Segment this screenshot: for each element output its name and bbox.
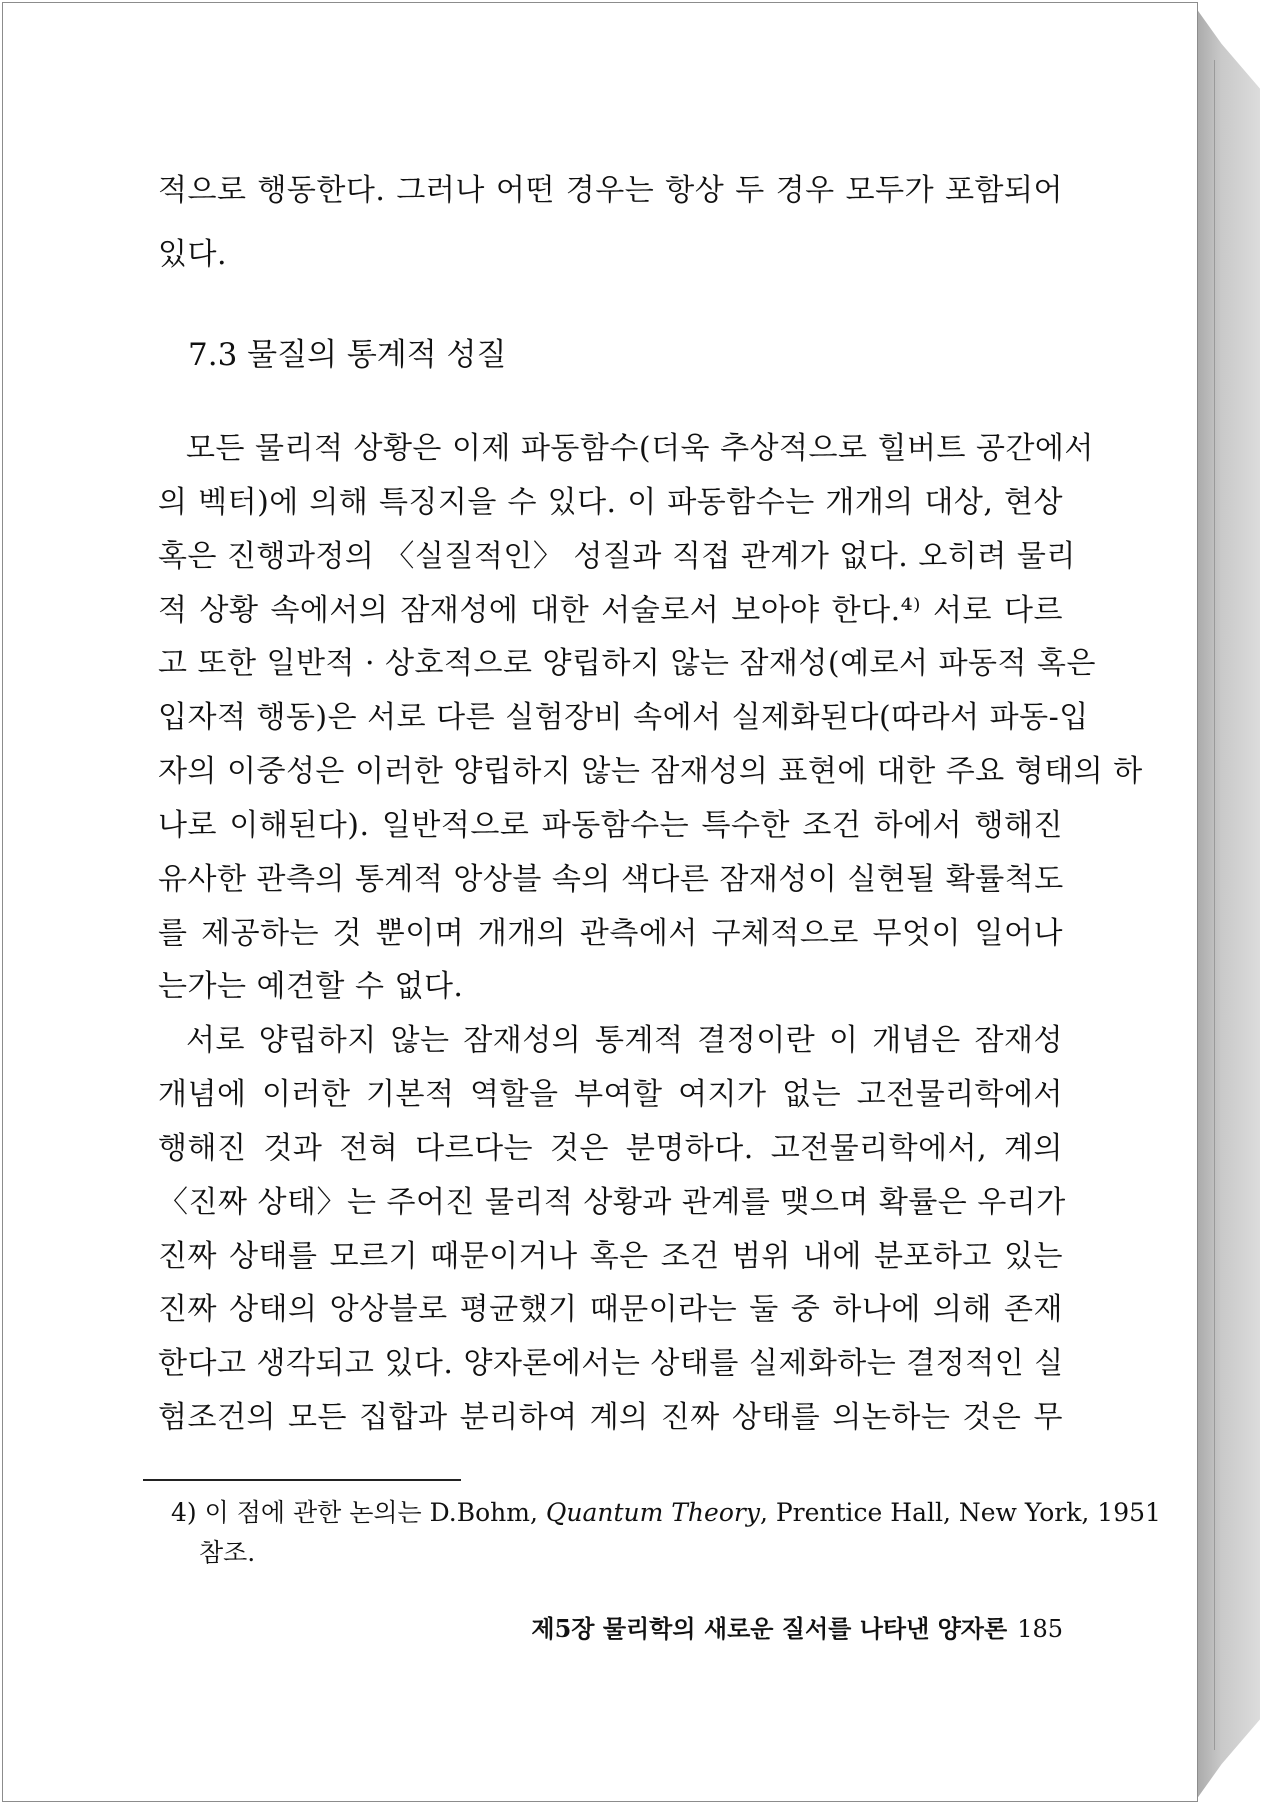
section-number: 7.3 <box>188 337 238 373</box>
section-title: 물질의 통계적 성질 <box>247 337 507 373</box>
paragraph2-line: 서로 양립하지 않는 잠재성의 통계적 결정이란 이 개념은 잠재성 <box>186 1023 1063 1058</box>
paragraph2-line: 개념에 이러한 기본적 역할을 부여할 여지가 없는 고전물리학에서 <box>158 1077 1063 1112</box>
footnote-text: 이 점에 관한 논의는 D.Bohm, <box>204 1498 546 1527</box>
paragraph2-line: 행해진 것과 전혀 다르다는 것은 분명하다. 고전물리학에서, 계의 <box>158 1131 1063 1166</box>
paragraph2-line: 진짜 상태를 모르기 때문이거나 혹은 조건 범위 내에 분포하고 있는 <box>158 1239 1063 1274</box>
footnote-rule <box>143 1479 461 1481</box>
page-edge-shadow <box>1196 8 1260 1800</box>
paragraph1-line: 나로 이해된다). 일반적으로 파동함수는 특수한 조건 하에서 행해진 <box>158 808 1063 843</box>
paragraph1-line: 혹은 진행과정의 〈실질적인〉 성질과 직접 관계가 없다. 오히려 물리 <box>158 539 1076 574</box>
paragraph1-line: 모든 물리적 상황은 이제 파동함수(더욱 추상적으로 힐버트 공간에서 <box>186 431 1094 466</box>
paragraph1-line: 입자적 행동)은 서로 다른 실험장비 속에서 실제화된다(따라서 파동-입 <box>158 700 1089 735</box>
footnote-publisher: , Prentice Hall, New York, 1951 <box>759 1498 1161 1527</box>
book-page <box>2 2 1198 1802</box>
running-footer <box>463 1611 1063 1647</box>
section-heading <box>188 335 506 375</box>
paragraph1-line: 의 벡터)에 의해 특징지을 수 있다. 이 파동함수는 개개의 대상, 현상 <box>158 485 1063 520</box>
paragraph1-line: 고 또한 일반적 · 상호적으로 양립하지 않는 잠재성(예로서 파동적 혹은 <box>158 646 1097 681</box>
chapter-title: 제5장 물리학의 새로운 질서를 나타낸 양자론 <box>531 1614 1008 1643</box>
opening-line-1: 적으로 행동한다. 그러나 어떤 경우는 항상 두 경우 모두가 포함되어 <box>158 173 1063 208</box>
paragraph1-line: 유사한 관측의 통계적 앙상블 속의 색다른 잠재성이 실현될 확률척도 <box>158 862 1064 897</box>
paragraph2-line: 험조건의 모든 집합과 분리하여 계의 진짜 상태를 의논하는 것은 무 <box>158 1400 1063 1435</box>
paragraph1-line: 자의 이중성은 이러한 양립하지 않는 잠재성의 표현에 대한 주요 형태의 하 <box>158 754 1143 789</box>
opening-line-2: 있다. <box>158 237 227 272</box>
footnote-line-2: 참조. <box>199 1538 256 1567</box>
paragraph2-line: 〈진짜 상태〉는 주어진 물리적 상황과 관계를 맺으며 확률은 우리가 <box>158 1185 1066 1220</box>
paragraph2-line: 한다고 생각되고 있다. 양자론에서는 상태를 실제화하는 결정적인 실 <box>158 1346 1064 1381</box>
paragraph1-line: 를 제공하는 것 뿐이며 개개의 관측에서 구체적으로 무엇이 일어나 <box>158 916 1063 951</box>
footnote-marker: 4) <box>171 1498 197 1527</box>
page-edge-line <box>1214 60 1215 1750</box>
paragraph1-line: 는가는 예견할 수 없다. <box>158 969 464 1004</box>
footnote-line-1 <box>171 1495 1161 1531</box>
paragraph2-line: 진짜 상태의 앙상블로 평균했기 때문이라는 둘 중 하나에 의해 존재 <box>158 1292 1063 1327</box>
footnote-book-title: Quantum Theory <box>545 1498 760 1527</box>
page-number: 185 <box>1017 1615 1063 1643</box>
paragraph1-line: 적 상황 속에서의 잠재성에 대한 서술로서 보아야 한다.⁴⁾ 서로 다르 <box>158 593 1063 628</box>
